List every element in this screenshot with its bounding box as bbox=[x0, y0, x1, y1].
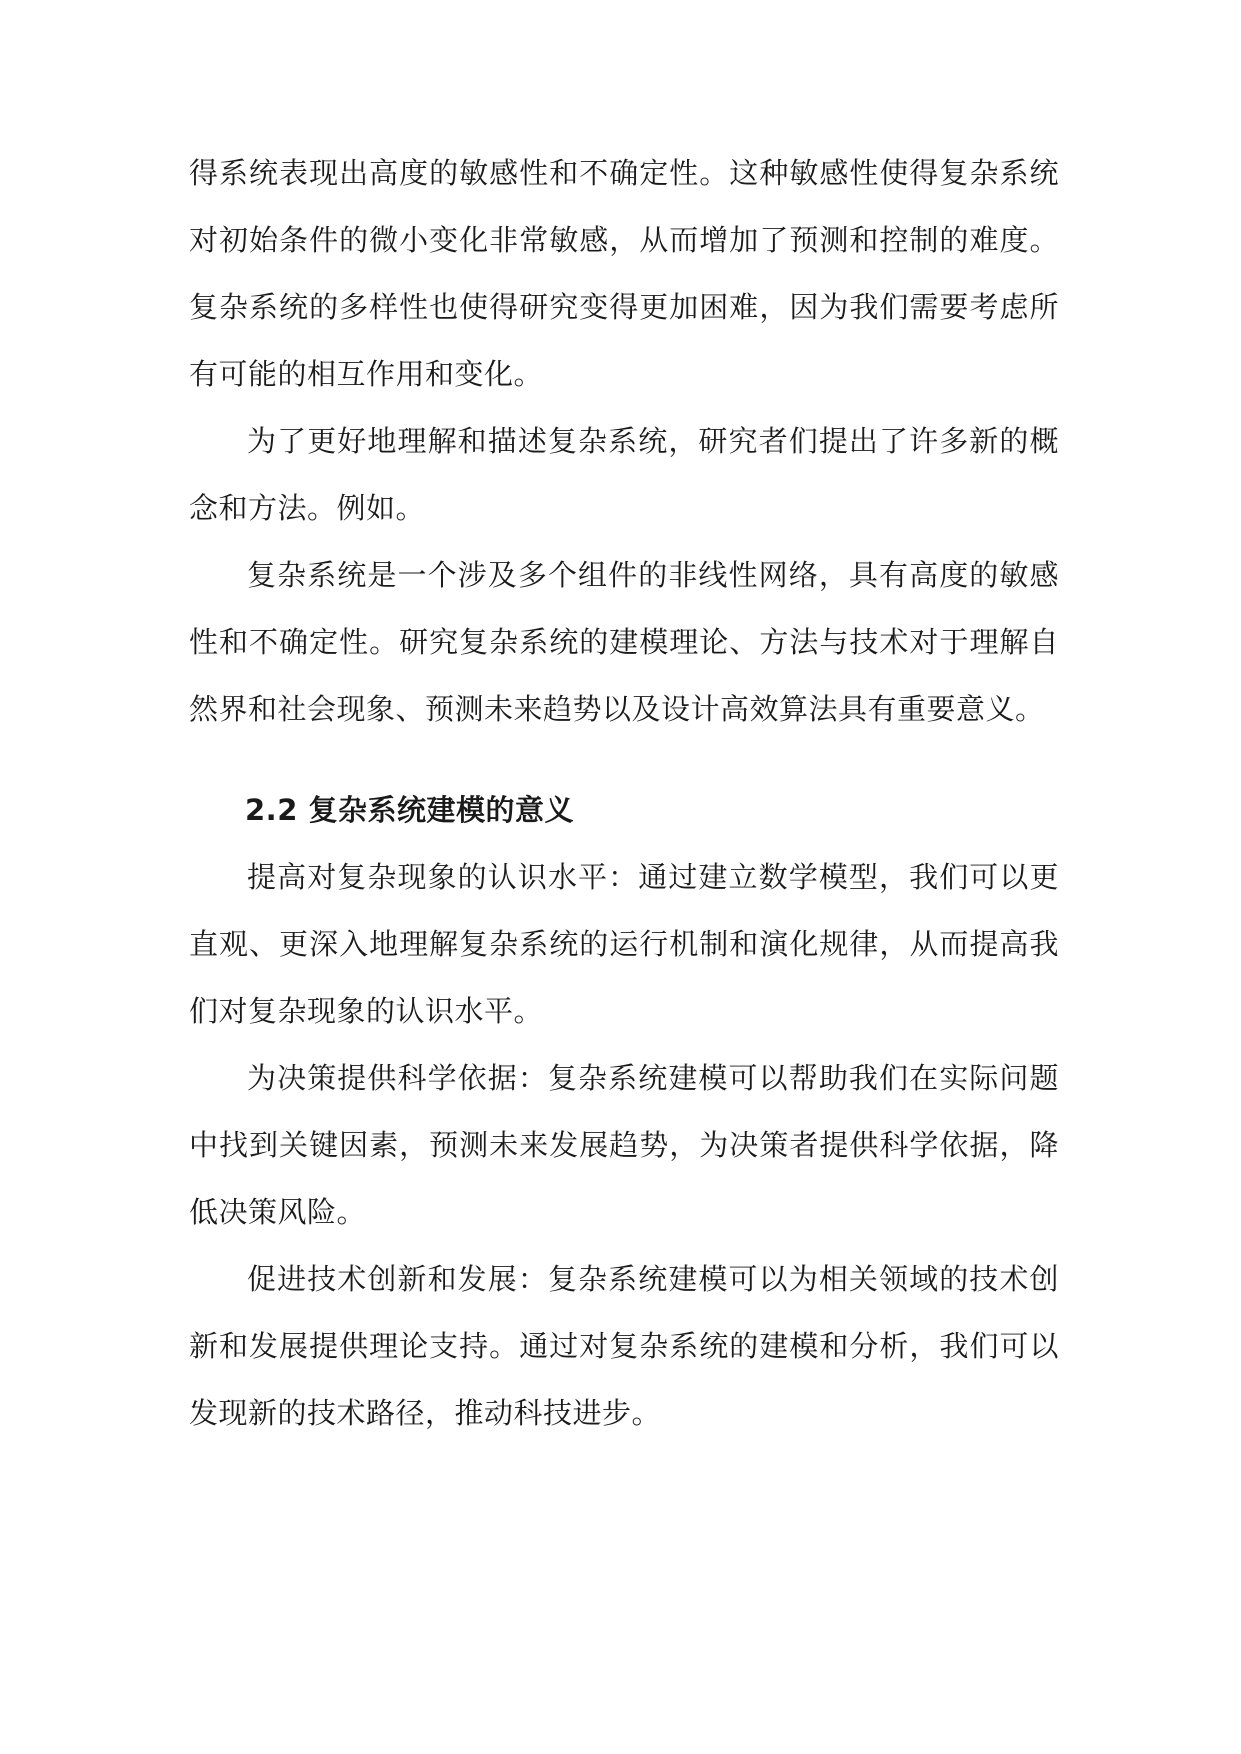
paragraph-definition: 复杂系统是一个涉及多个组件的非线性网络，具有高度的敏感性和不确定性。研究复杂系统的建模理论、方法与技术对于理解自然界和社会现象、预测未来趋势以及设计高效算法具有重要意义。 bbox=[189, 558, 1059, 726]
paragraph-continuation: 得系统表现出高度的敏感性和不确定性。这种敏感性使得复杂系统对初始条件的微小变化非常敏感，从而增加了预测和控制的难度。复杂系统的多样性也使得研究变得更加困难，因为我们需要考虑所有可能的相互作用和变化。 bbox=[189, 156, 1059, 391]
paragraph-understanding: 提高对复杂现象的认识水平：通过建立数学模型，我们可以更直观、更深入地理解复杂系统的运行机制和演化规律，从而提高我们对复杂现象的认识水平。 bbox=[189, 860, 1059, 1028]
document-body bbox=[189, 140, 1059, 1447]
paragraph-decision: 为决策提供科学依据：复杂系统建模可以帮助我们在实际问题中找到关键因素，预测未来发展趋势，为决策者提供科学依据，降低决策风险。 bbox=[189, 1061, 1059, 1229]
paragraph-concepts: 为了更好地理解和描述复杂系统，研究者们提出了许多新的概念和方法。例如。 bbox=[189, 424, 1059, 525]
section-heading: 2.2 复杂系统建模的意义 bbox=[245, 793, 574, 827]
paragraph-innovation: 促进技术创新和发展：复杂系统建模可以为相关领域的技术创新和发展提供理论支持。通过对复杂系统的建模和分析，我们可以发现新的技术路径，推动科技进步。 bbox=[189, 1262, 1059, 1430]
